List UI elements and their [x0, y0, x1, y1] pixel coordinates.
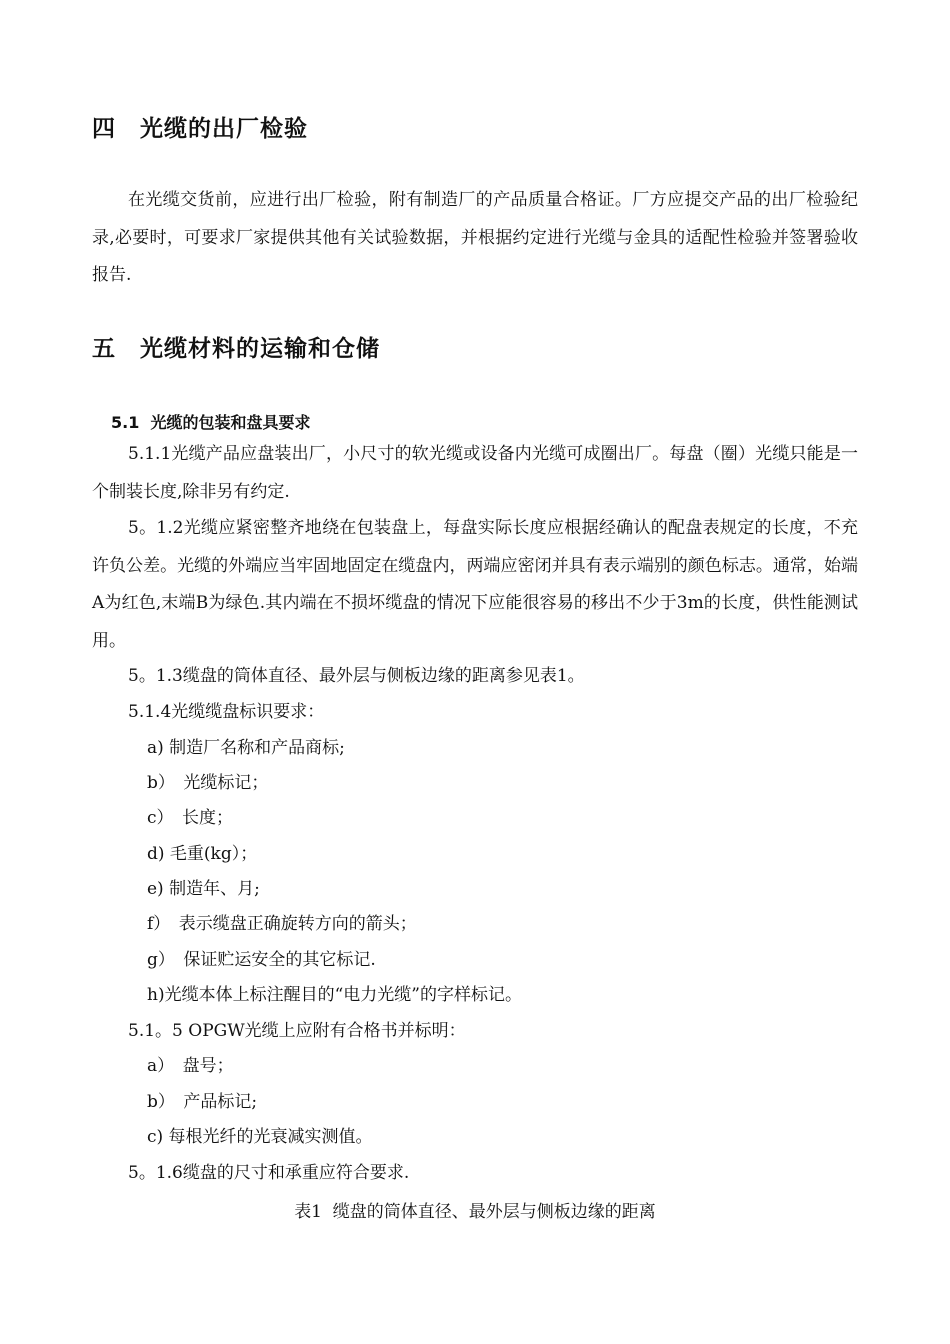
- list-item: b） 产品标记;: [147, 1092, 258, 1112]
- list-item: b） 光缆标记；: [147, 773, 269, 793]
- table-caption: 表1 缆盘的筒体直径、最外层与侧板边缘的距离: [294, 1202, 656, 1222]
- list-item: d) 毛重(kg）；: [147, 844, 258, 864]
- paragraph-5-1-1: 5.1.1光缆产品应盘装出厂，小尺寸的软光缆或设备内光缆可成圈出厂。每盘（圈）光缆只能是一个制装长度,除非另有约定.: [92, 444, 858, 502]
- section-4-paragraph: 在光缆交货前，应进行出厂检验，附有制造厂的产品质量合格证。厂方应提交产品的出厂检验纪录,必要时，可要求厂家提供其他有关试验数据，并根据约定进行光缆与金具的适配性检验并签署验收报告.: [92, 190, 858, 285]
- paragraph-5-1-5: 5.1。5 OPGW光缆上应附有合格书并标明：: [128, 1021, 466, 1041]
- list-item: a) 制造厂名称和产品商标;: [147, 738, 345, 758]
- paragraph-5-1-6: 5。1.6缆盘的尺寸和承重应符合要求.: [128, 1163, 410, 1183]
- list-item: a） 盘号；: [147, 1056, 234, 1076]
- paragraph-5-1-2: 5。1.2光缆应紧密整齐地绕在包装盘上，每盘实际长度应根据经确认的配盘表规定的长度，不充许负公差。光缆的外端应当牢固地固定在缆盘内，两端应密闭并具有表示端别的颜色标志。通常，始端A为红色,末端B为绿色.其内端在不损坏缆盘的情况下应能很容易的移出不少于3m的长度，供性能测试用。: [92, 518, 858, 651]
- list-item: e) 制造年、月;: [147, 879, 260, 899]
- subsection-5-1-heading: 5.1 光缆的包装和盘具要求: [111, 413, 311, 432]
- list-item: h)光缆本体上标注醒目的“电力光缆”的字样标记。: [147, 985, 522, 1005]
- list-item: c) 每根光纤的光衰减实测值。: [147, 1127, 373, 1147]
- paragraph-5-1-4: 5.1.4光缆缆盘标识要求：: [128, 702, 325, 722]
- list-item: f） 表示缆盘正确旋转方向的箭头；: [147, 914, 417, 934]
- section-5-heading: 五 光缆材料的运输和仓储: [92, 336, 380, 362]
- list-item: g） 保证贮运安全的其它标记.: [147, 950, 376, 970]
- paragraph-5-1-3: 5。1.3缆盘的筒体直径、最外层与侧板边缘的距离参见表1。: [128, 666, 585, 686]
- list-item: c） 长度；: [147, 808, 234, 828]
- section-4-heading: 四 光缆的出厂检验: [92, 116, 308, 142]
